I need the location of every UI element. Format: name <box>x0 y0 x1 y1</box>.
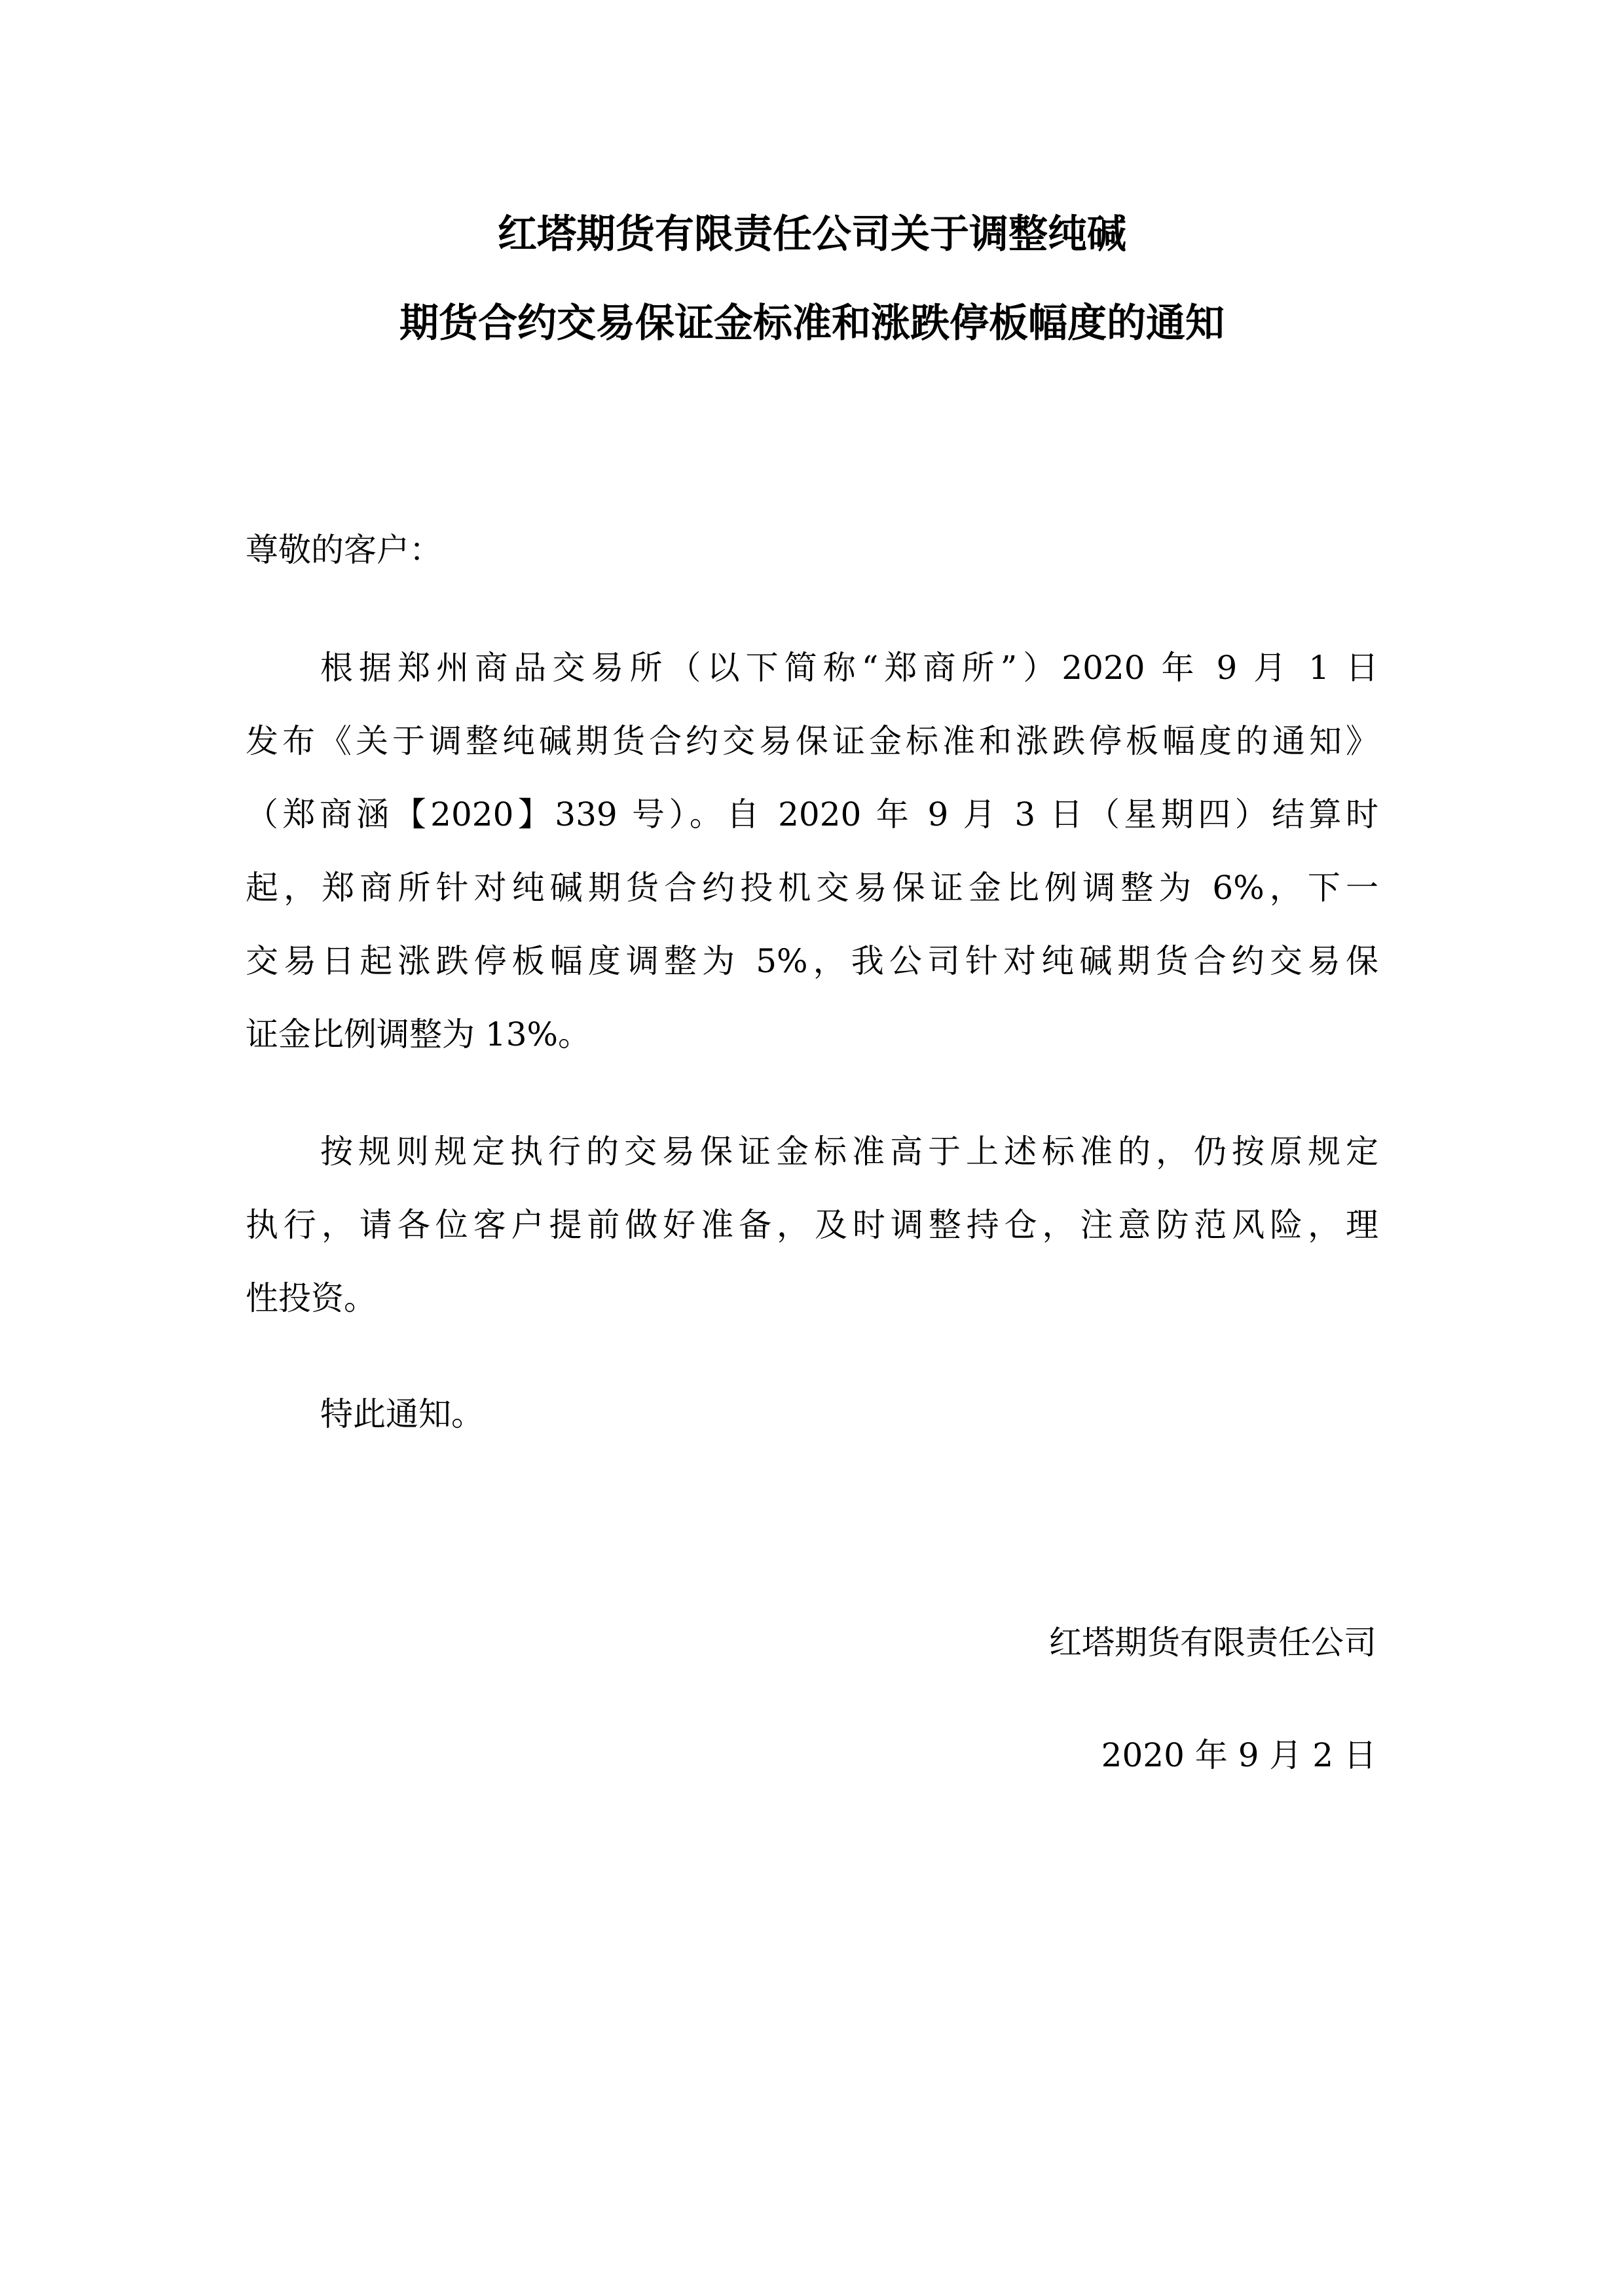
signature-date: 2020 年 9 月 2 日 <box>1101 1736 1376 1774</box>
paragraph-line: （郑商涵【2020】339 号）。自 2020 年 9 月 3 日（星期四）结算时 <box>246 795 1378 833</box>
greeting: 尊敬的客户： <box>246 531 442 569</box>
closing-remark: 特此通知。 <box>320 1395 484 1433</box>
body-paragraph-2 <box>246 1115 1378 1335</box>
paragraph-line: 根据郑州商品交易所（以下简称“郑商所”）2020 年 9 月 1 日 <box>320 649 1378 687</box>
notice-title-line-2: 期货合约交易保证金标准和涨跌停板幅度的通知 <box>399 301 1225 346</box>
signature-company: 红塔期货有限责任公司 <box>1049 1624 1376 1662</box>
paragraph-line: 执行，请各位客户提前做好准备，及时调整持仓，注意防范风险，理 <box>246 1206 1378 1244</box>
paragraph-line: 按规则规定执行的交易保证金标准高于上述标准的，仍按原规定 <box>320 1133 1378 1171</box>
paragraph-line: 性投资。 <box>246 1279 377 1317</box>
paragraph-line: 起，郑商所针对纯碱期货合约投机交易保证金比例调整为 6%，下一 <box>246 869 1378 907</box>
body-paragraph-1 <box>246 631 1378 1071</box>
paragraph-line: 交易日起涨跌停板幅度调整为 5%，我公司针对纯碱期货合约交易保 <box>246 942 1378 980</box>
paragraph-line: 证金比例调整为 13%。 <box>246 1015 591 1053</box>
notice-title-line-1: 红塔期货有限责任公司关于调整纯碱 <box>498 211 1126 257</box>
paragraph-line: 发布《关于调整纯碱期货合约交易保证金标准和涨跌停板幅度的通知》 <box>246 722 1378 760</box>
